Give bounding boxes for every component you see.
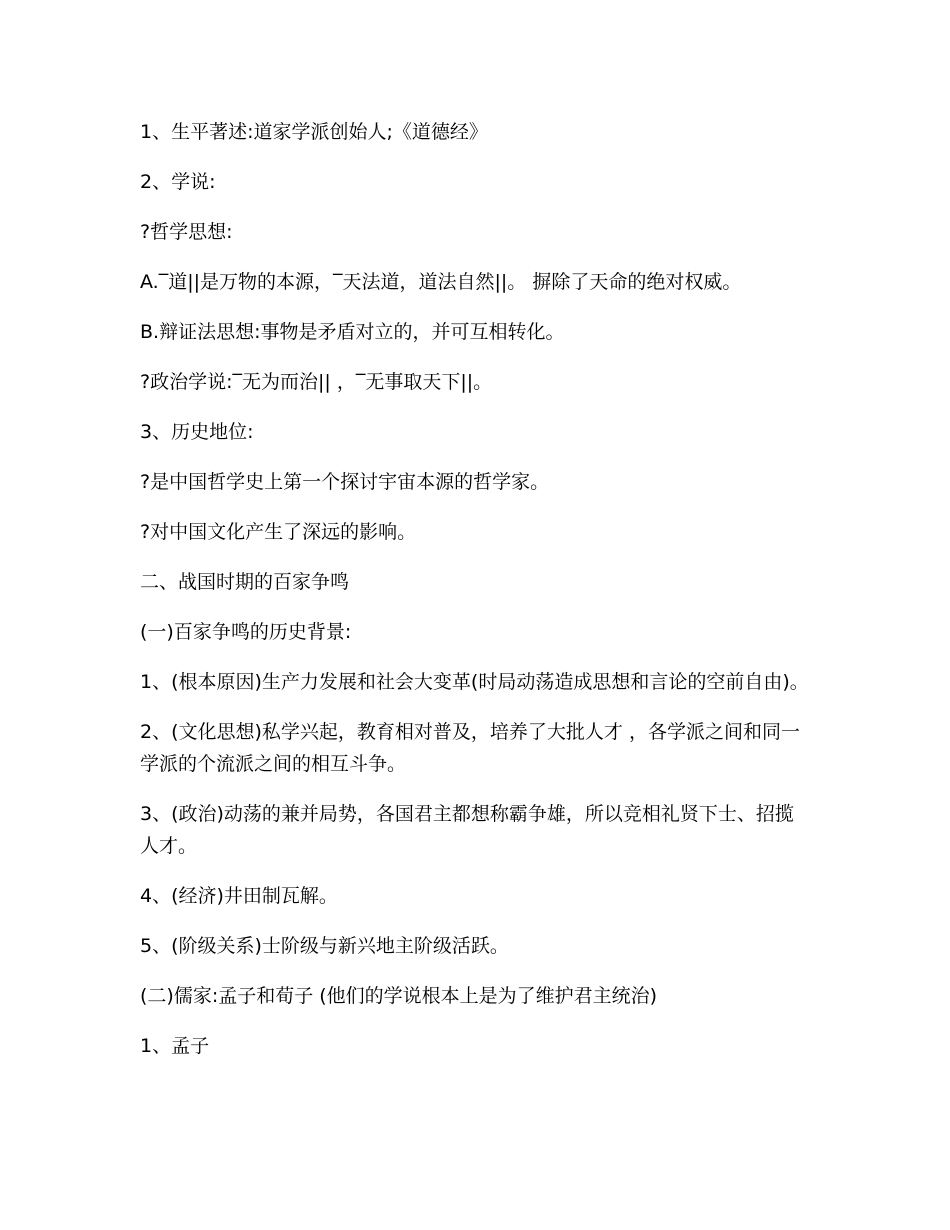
document-body	[140, 116, 812, 1080]
paragraph: 1、生平著述:道家学派创始人;《道德经》	[140, 121, 488, 143]
paragraph: ?对中国文化产生了深远的影响。	[140, 521, 417, 543]
paragraph: 2、学说:	[140, 171, 216, 193]
paragraph: 3、(政治)动荡的兼并局势，各国君主都想称霸争雄，所以竞相礼贤下士、招揽人才。	[140, 803, 794, 857]
paragraph: 1、(根本原因)生产力发展和社会大变革(时局动荡造成思想和言论的空前自由)。	[140, 671, 809, 693]
paragraph: 3、历史地位:	[140, 421, 254, 443]
paragraph: ?哲学思想:	[140, 221, 233, 243]
paragraph: A.‾道||是万物的本源，‾天法道，道法自然||。 摒除了天命的绝对权威。	[140, 271, 742, 293]
paragraph: ?政治学说:‾无为而治|| ，‾无事取天下||。	[140, 371, 493, 393]
paragraph: B.辩证法思想:事物是矛盾对立的，并可互相转化。	[140, 321, 565, 343]
paragraph: 2、(文化思想)私学兴起，教育相对普及，培养了大批人才 ，各学派之间和同一学派的个流派之间的相互斗争。	[140, 721, 800, 775]
subsection-heading: (一)百家争鸣的历史背景:	[140, 621, 352, 643]
paragraph: 4、(经济)井田制瓦解。	[140, 885, 338, 907]
subsection-heading: (二)儒家:孟子和荀子 (他们的学说根本上是为了维护君主统治)	[140, 985, 658, 1007]
paragraph: 1、孟子	[140, 1035, 210, 1057]
section-heading: 二、战国时期的百家争鸣	[140, 571, 350, 593]
paragraph: 5、(阶级关系)士阶级与新兴地主阶级活跃。	[140, 935, 509, 957]
paragraph: ?是中国哲学史上第一个探讨宇宙本源的哲学家。	[140, 471, 550, 493]
